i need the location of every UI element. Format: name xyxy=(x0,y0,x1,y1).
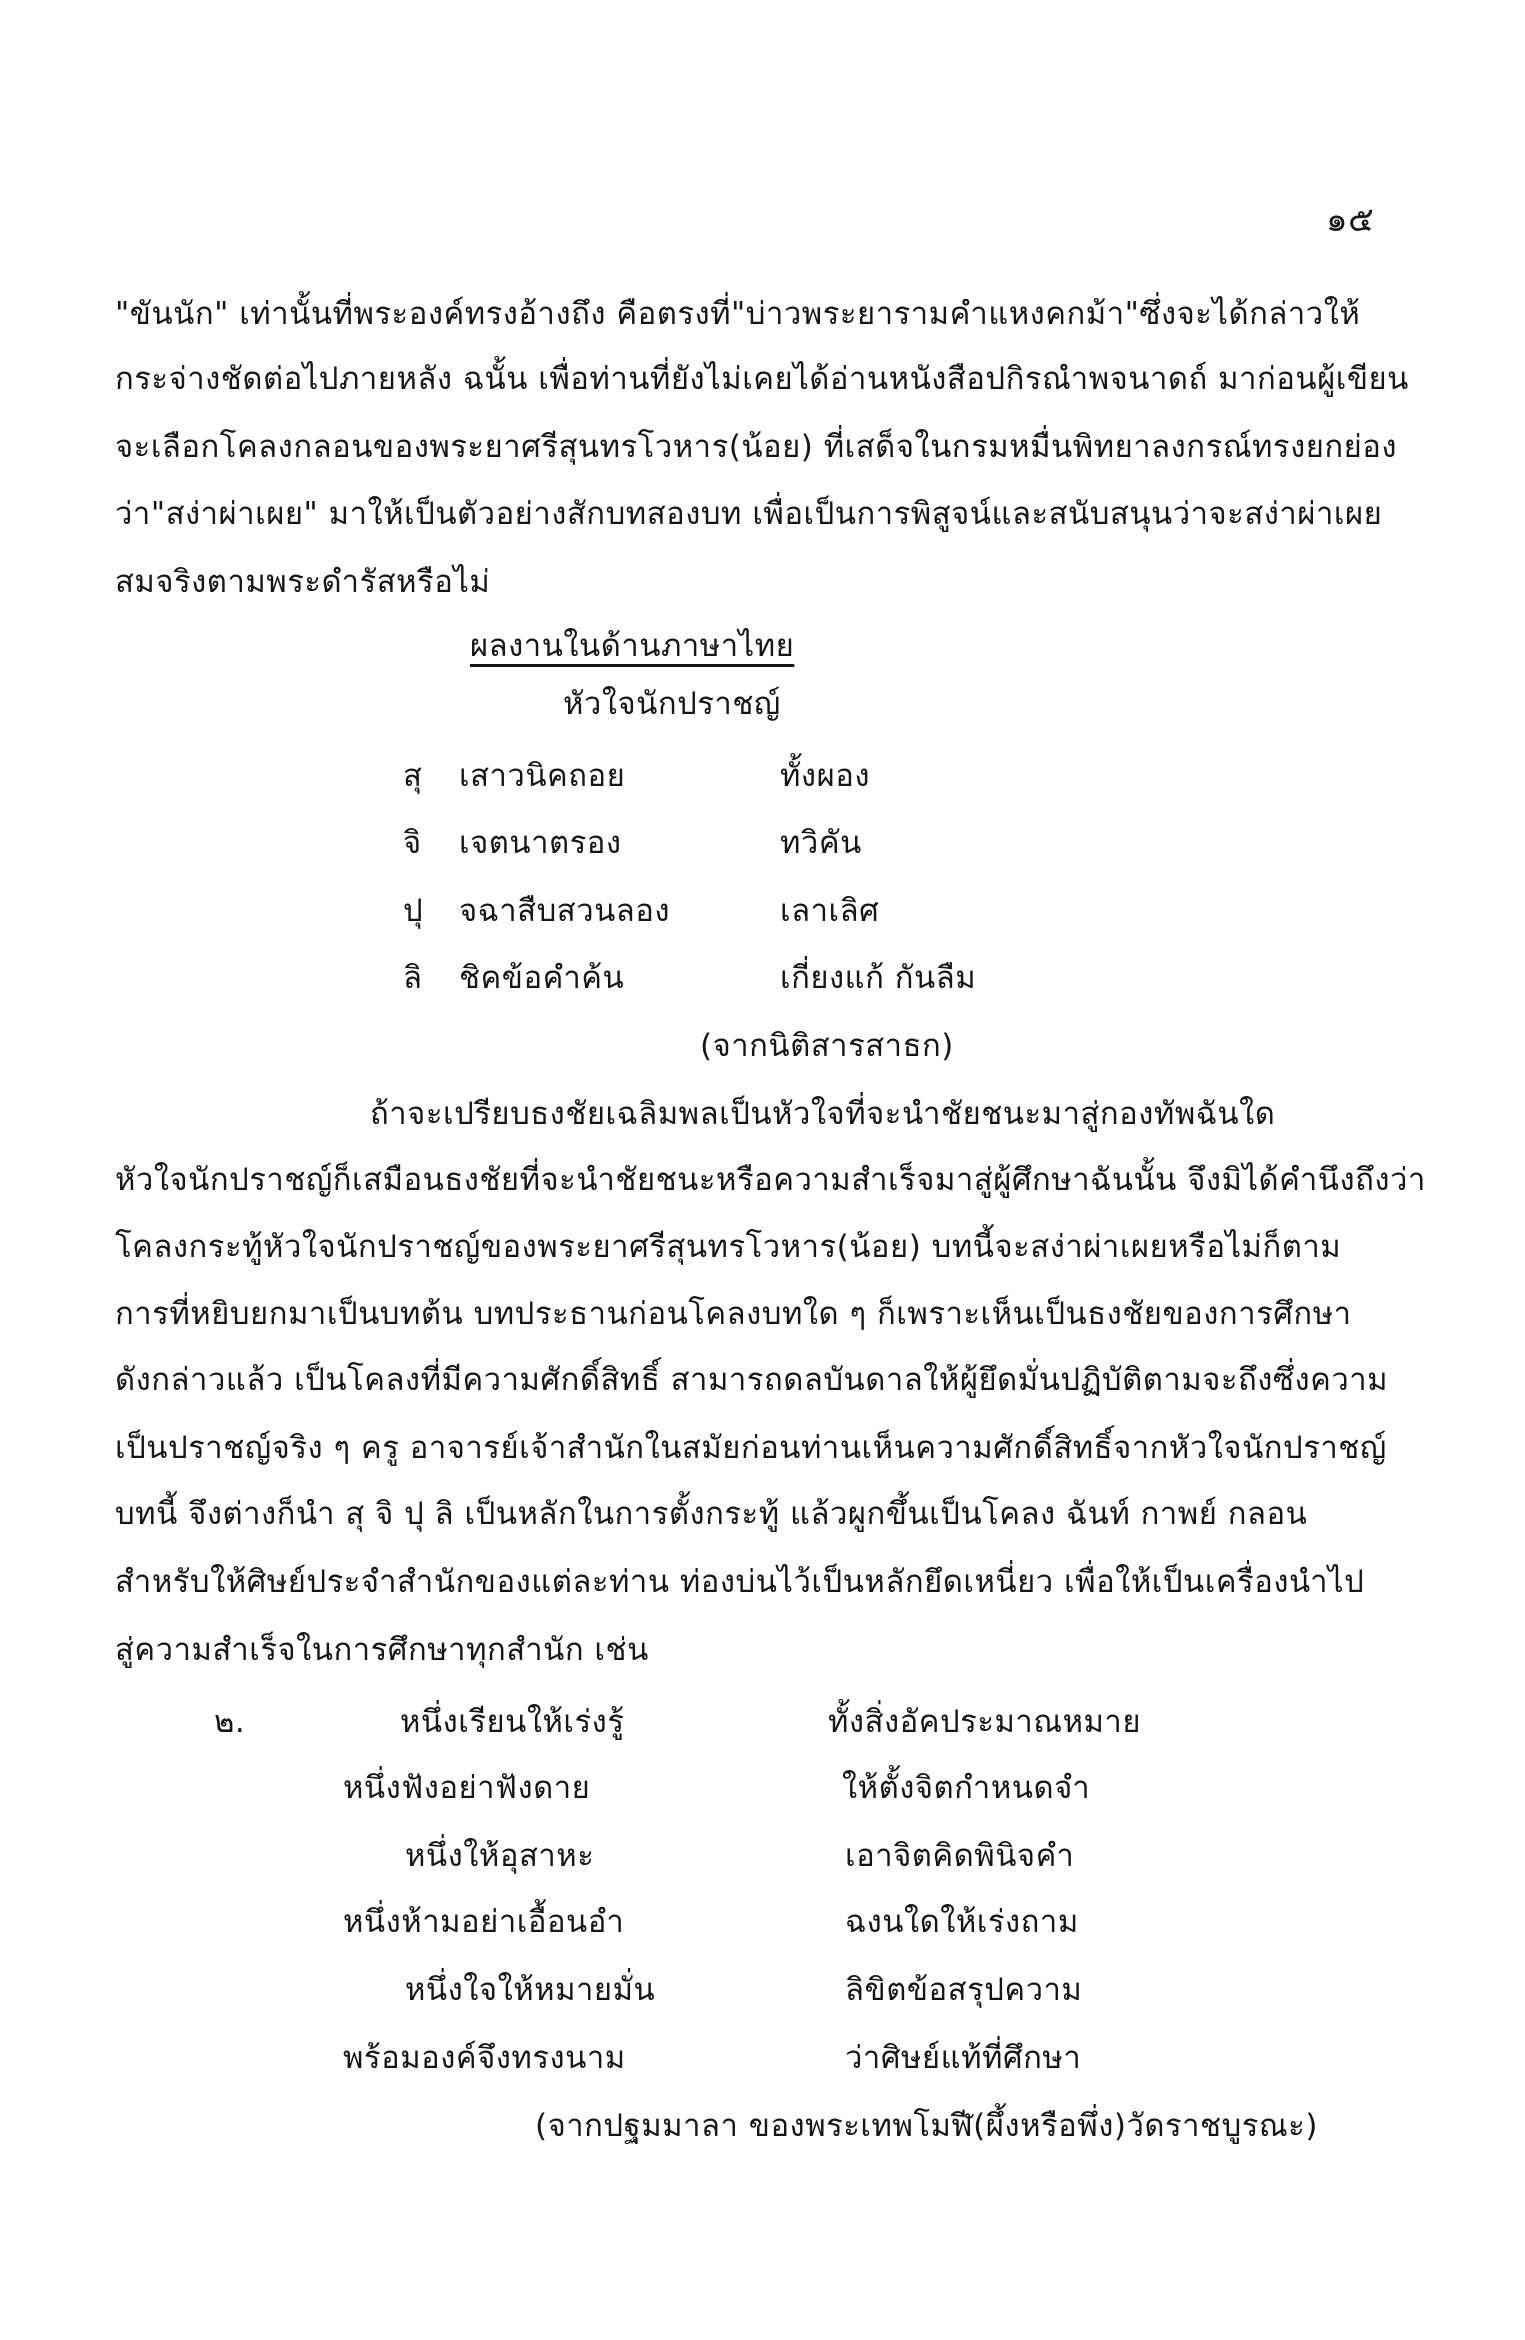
poem1-first-2: เจตนาตรอง xyxy=(459,825,622,861)
intro-line-1: "ขันนัก" เท่านั้นที่พระองค์ทรงอ้างถึง คือตรงที่"บ่าวพระยารามคำแหงคกม้า"ซึ่งจะได้กล่าวให้ xyxy=(115,296,1361,332)
poem2-second-4: ฉงนใดให้เร่งถาม xyxy=(845,1904,1079,1940)
poem1-initial-1: สุ xyxy=(403,758,423,794)
poem1-title: หัวใจนักปราชญ์ xyxy=(563,686,781,722)
poem1-first-3: จฉาสืบสวนลอง xyxy=(459,893,671,929)
body-line-7: บทนี้ จึงต่างก็นำ สุ จิ ปุ ลิ เป็นหลักในการตั้งกระทู้ แล้วผูกขึ้นเป็นโคลง ฉันท์ กาพย์ กลอน xyxy=(115,1496,1308,1532)
poem2-first-2: หนึ่งฟังอย่าฟังดาย xyxy=(343,1770,591,1806)
body-line-5: ดังกล่าวแล้ว เป็นโคลงที่มีความศักดิ์สิทธิ์ สามารถดลบันดาลให้ผู้ยึดมั่นปฏิบัติตามจะถึงซึ่งความ xyxy=(115,1362,1389,1398)
intro-line-2: กระจ่างชัดต่อไปภายหลัง ฉนั้น เพื่อท่านที่ยังไม่เคยได้อ่านหนังสือปกิรณำพจนาดถ์ มาก่อนผู้เขียน xyxy=(115,361,1409,397)
poem1-source: (จากนิติสารสาธก) xyxy=(700,1028,954,1064)
poem2-source: (จากปฐมมาลา ของพระเทพโมฬี(ผึ้งหรือพึ่ง)วัดราชบูรณะ) xyxy=(535,2108,1318,2144)
body-line-1: ถ้าจะเปรียบธงชัยเฉลิมพลเป็นหัวใจที่จะนำชัยชนะมาสู่กองทัพฉันใด xyxy=(370,1096,1276,1132)
poem2-first-6: พร้อมองค์จึงทรงนาม xyxy=(343,2040,626,2076)
intro-line-5: สมจริงตามพระดำรัสหรือไม่ xyxy=(115,564,491,600)
page-number: ๑๕ xyxy=(1326,200,1375,240)
poem2-first-3: หนึ่งให้อุสาหะ xyxy=(405,1838,595,1874)
body-line-8: สำหรับให้ศิษย์ประจำสำนักของแต่ละท่าน ท่องบ่นไว้เป็นหลักยึดเหนี่ยว เพื่อให้เป็นเครื่องนำไป xyxy=(115,1564,1365,1600)
poem2-first-4: หนึ่งห้ามอย่าเอื้อนอำ xyxy=(343,1904,625,1940)
poem1-second-1: ทั้งผอง xyxy=(780,758,870,794)
intro-line-4: ว่า"สง่าผ่าเผย" มาให้เป็นตัวอย่างสักบทสองบท เพื่อเป็นการพิสูจน์และสนับสนุนว่าจะสง่าผ่าเผย xyxy=(115,496,1383,532)
poem1-initial-4: ลิ xyxy=(403,960,423,996)
section-title: ผลงานในด้านภาษาไทย xyxy=(470,628,795,664)
poem1-first-1: เสาวนิคถอย xyxy=(459,758,626,794)
poem1-second-2: ทวิคัน xyxy=(780,825,862,861)
body-line-3: โคลงกระทู้หัวใจนักปราชญ์ของพระยาศรีสุนทรโวหาร(น้อย) บทนี้จะสง่าผ่าเผยหรือไม่ก็ตาม xyxy=(115,1229,1342,1265)
intro-line-3: จะเลือกโคลงกลอนของพระยาศรีสุนทรโวหาร(น้อย) ที่เสด็จในกรมหมื่นพิทยาลงกรณ์ทรงยกย่อง xyxy=(115,429,1398,465)
body-line-4: การที่หยิบยกมาเป็นบทต้น บทประธานก่อนโคลงบทใด ๆ ก็เพราะเห็นเป็นธงชัยของการศึกษา xyxy=(115,1296,1352,1332)
poem2-first-5: หนึ่งใจให้หมายมั่น xyxy=(405,1972,656,2008)
poem2-number: ๒. xyxy=(214,1704,246,1740)
poem2-first-1: หนึ่งเรียนให้เร่งรู้ xyxy=(400,1704,625,1740)
poem1-second-3: เลาเลิศ xyxy=(780,893,880,929)
poem2-second-1: ทั้งสิ่งอัคประมาณหมาย xyxy=(828,1704,1142,1740)
poem2-second-6: ว่าศิษย์แท้ที่ศึกษา xyxy=(845,2040,1082,2076)
body-line-6: เป็นปราชญ์จริง ๆ ครู อาจารย์เจ้าสำนักในสมัยก่อนท่านเห็นความศักดิ์สิทธิ์จากหัวใจนักปราชญ์ xyxy=(115,1430,1387,1466)
poem1-second-4: เกี่ยงแก้ กันลืม xyxy=(780,960,977,996)
poem2-second-2: ให้ตั้งจิตกำหนดจำ xyxy=(842,1770,1091,1806)
poem2-second-3: เอาจิตคิดพินิจคำ xyxy=(845,1838,1075,1874)
poem1-initial-2: จิ xyxy=(403,825,422,861)
poem2-second-5: ลิขิตข้อสรุปความ xyxy=(845,1972,1083,2008)
body-line-9: สู่ความสำเร็จในการศึกษาทุกสำนัก เช่น xyxy=(115,1632,649,1668)
body-line-2: หัวใจนักปราชญ์ก็เสมือนธงชัยที่จะนำชัยชนะหรือความสำเร็จมาสู่ผู้ศึกษาฉันนั้น จึงมิได้คำนึงถึงว่า xyxy=(115,1162,1426,1198)
poem1-initial-3: ปุ xyxy=(403,893,424,929)
poem1-first-4: ชิคข้อคำค้น xyxy=(459,960,625,996)
